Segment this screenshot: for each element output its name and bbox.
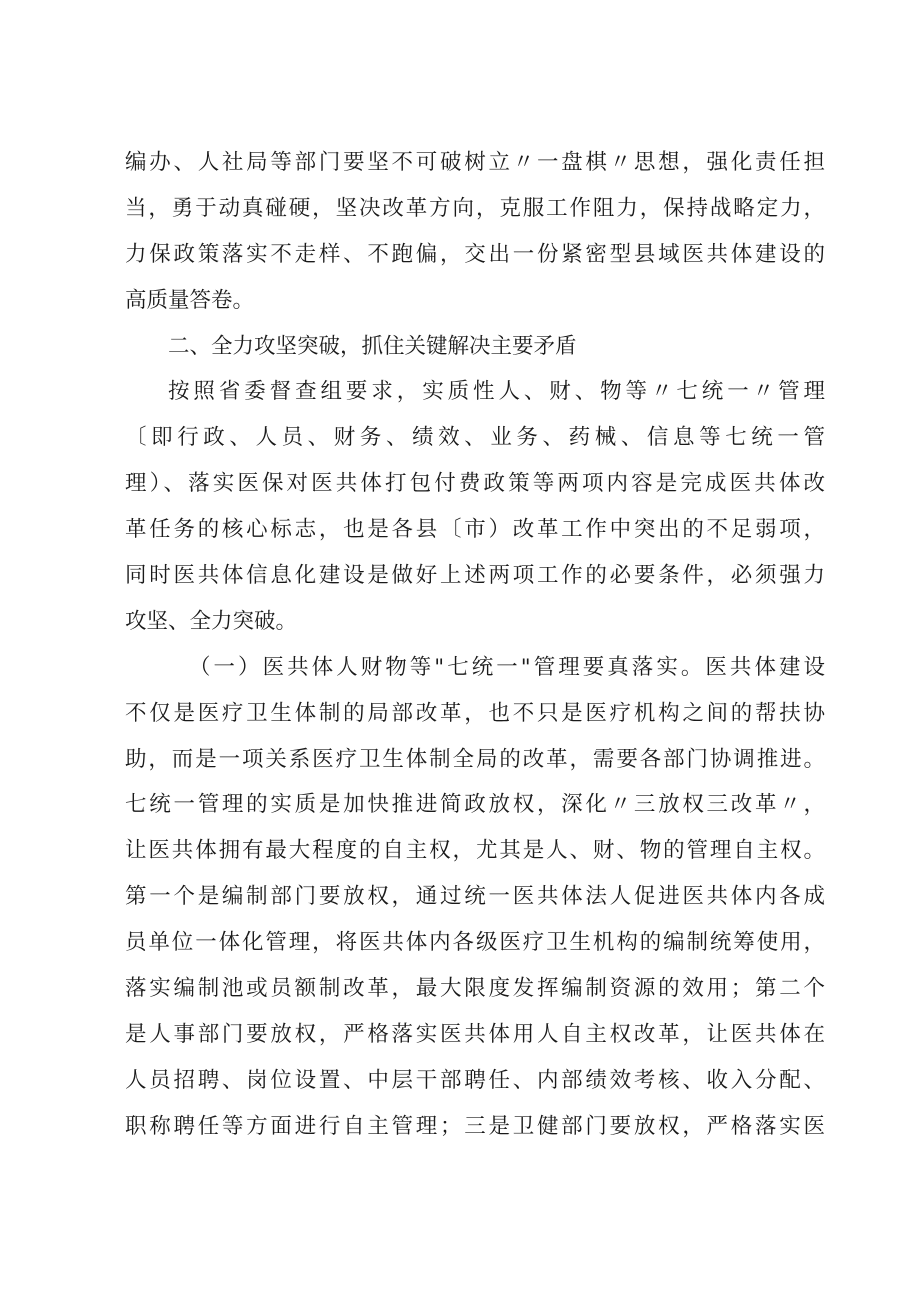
- text-line: 不仅是医疗卫生体制的局部改革，也不只是医疗机构之间的帮扶协: [125, 700, 825, 726]
- text-line: 人员招聘、岗位设置、中层干部聘任、内部绩效考核、收入分配、: [125, 1067, 825, 1093]
- text-line: 〔即行政、人员、财务、绩效、业务、药械、信息等七统一管: [125, 425, 825, 451]
- text-line: 高质量答卷。: [125, 287, 255, 313]
- text-line: 职称聘任等方面进行自主管理；三是卫健部门要放权，严格落实医: [125, 1113, 825, 1139]
- text-line: 按照省委督查组要求，实质性人、财、物等〃七统一〃管理: [168, 379, 825, 405]
- text-line: 让医共体拥有最大程度的自主权，尤其是人、财、物的管理自主权。: [125, 838, 825, 864]
- text-line: 同时医共体信息化建设是做好上述两项工作的必要条件，必须强力: [125, 563, 825, 589]
- text-line: 员单位一体化管理，将医共体内各级医疗卫生机构的编制统筹使用，: [125, 930, 825, 956]
- text-line: 是人事部门要放权，严格落实医共体用人自主权改革，让医共体在: [125, 1021, 825, 1047]
- text-line: 力保政策落实不走样、不跑偏，交出一份紧密型县域医共体建设的: [125, 241, 825, 267]
- subsection-heading: （一）医共体人财物等"七统一"管理要真落实。医共体建设: [189, 654, 825, 680]
- text-line: 当，勇于动真碰硬，坚决改革方向，克服工作阻力，保持战略定力，: [125, 195, 825, 221]
- text-line: 第一个是编制部门要放权，通过统一医共体法人促进医共体内各成: [125, 884, 825, 910]
- text-line: 编办、人社局等部门要坚不可破树立〃一盘棋〃思想，强化责任担: [125, 150, 825, 175]
- text-line: 助，而是一项关系医疗卫生体制全局的改革，需要各部门协调推进。: [125, 746, 825, 772]
- section-heading: 二、全力攻坚突破，抓住关键解决主要矛盾: [168, 333, 577, 359]
- text-line: 攻坚、全力突破。: [125, 608, 298, 634]
- text-line: 革任务的核心标志，也是各县〔市）改革工作中突出的不足弱项，: [125, 517, 825, 543]
- text-line: 理）、落实医保对医共体打包付费政策等两项内容是完成医共体改: [125, 471, 825, 497]
- body-text: [125, 140, 825, 1150]
- text-line: 七统一管理的实质是加快推进简政放权，深化〃三放权三改革〃，: [125, 792, 825, 818]
- text-line: 落实编制池或员额制改革，最大限度发挥编制资源的效用；第二个: [125, 976, 825, 1002]
